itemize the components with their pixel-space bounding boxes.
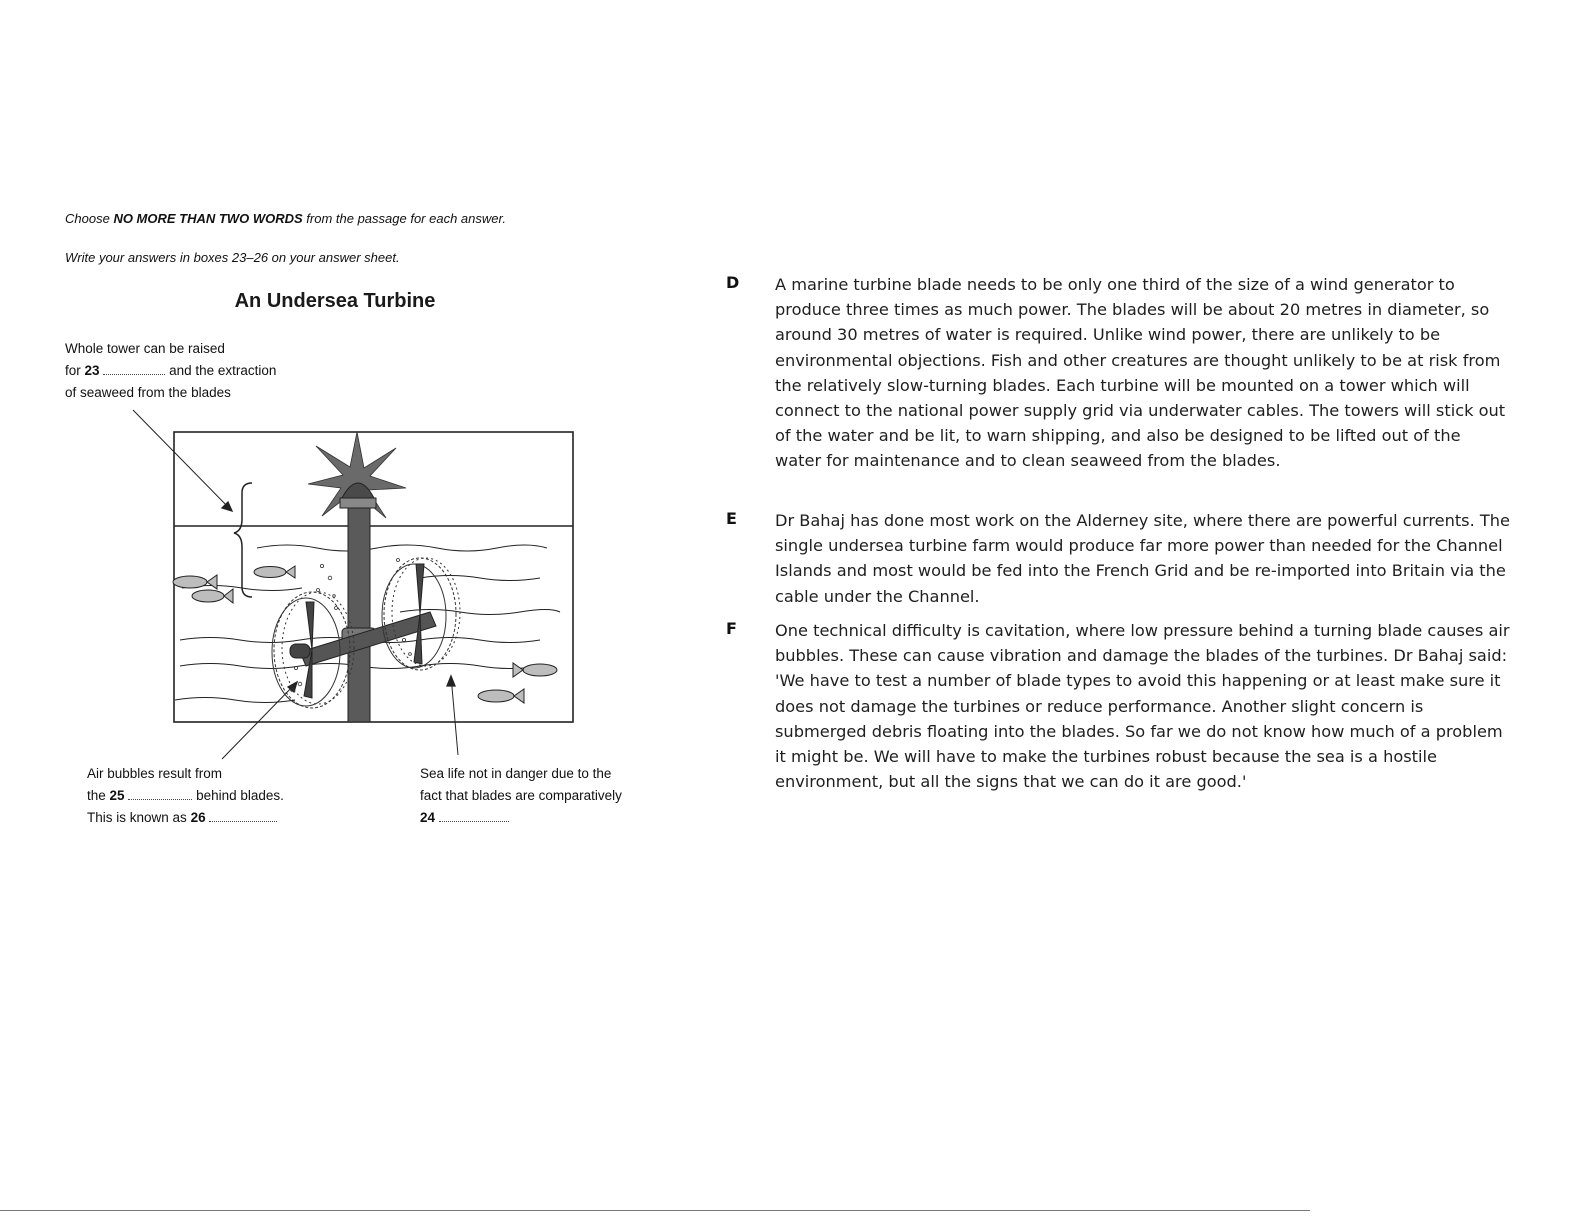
instruction-word-limit: NO MORE THAN TWO WORDS: [113, 211, 303, 226]
instruction-line-1-post: from the passage for each answer.: [306, 211, 506, 226]
diagram-title: An Undersea Turbine: [234, 290, 436, 312]
arrow-top: [133, 410, 232, 511]
page-bottom-rule: [0, 1210, 1310, 1211]
question-number-26: 26: [190, 810, 206, 825]
answer-gap-26[interactable]: [209, 810, 277, 822]
paragraph-letter-d: D: [726, 273, 740, 292]
paragraph-e: Dr Bahaj has done most work on the Alderney site, where there are powerful currents. The single undersea turbine farm would produce far more power than needed for the Channel Islands and most would be fed into the French Grid and be re-imported into Britain via the cable under the Channel.: [775, 511, 1511, 606]
label-bl-line-1: Air bubbles result from: [87, 766, 223, 781]
diagram-frame: [174, 432, 573, 722]
answer-gap-23[interactable]: [103, 363, 165, 375]
left-rotor: [272, 592, 354, 708]
paragraph-letter-f: F: [726, 619, 737, 638]
water-height-brace: [234, 483, 252, 597]
label-top-line-3: of seaweed from the blades: [65, 385, 231, 400]
question-number-24: 24: [420, 810, 436, 825]
label-air-bubbles: [87, 763, 284, 829]
label-tower-raised: [65, 338, 276, 404]
label-sea-life: [420, 763, 622, 829]
label-top-line-2: for 23 and the extraction: [65, 363, 277, 378]
fish-group: [173, 566, 557, 703]
label-br-line-1: Sea life not in danger due to the: [420, 766, 612, 781]
instruction-line-2: Write your answers in boxes 23–26 on your answer sheet.: [65, 250, 400, 265]
label-br-line-3: [420, 807, 622, 829]
tower-cap: [342, 483, 374, 498]
right-rotor: [382, 558, 460, 670]
instruction-line-1-pre: Choose: [65, 211, 110, 226]
label-bl-line-2: the 25 behind blades.: [87, 788, 284, 803]
arrow-bottom-right: [451, 676, 458, 755]
label-br-line-2: fact that blades are comparatively: [420, 788, 622, 803]
question-number-23: 23: [84, 363, 100, 378]
answer-gap-25[interactable]: [128, 788, 192, 800]
air-bubbles: [291, 559, 412, 692]
turbine-axle: [300, 612, 436, 666]
wave-lines: [175, 545, 560, 703]
right-blades: [414, 564, 424, 664]
answer-gap-24[interactable]: [439, 810, 509, 822]
paragraph-letter-e: E: [726, 509, 737, 528]
paragraph-d: A marine turbine blade needs to be only one third of the size of a wind generator to produce three times as much power. The blades will be about 20 metres in diameter, so around 30 metres of water is required. Unlike wind power, there are unlikely to be environmental objections. Fish and other creatures are thought unlikely to be at risk from the relatively slow-turning blades. Each turbine will be mounted on a tower which will connect to the national power supply grid via underwater cables. The towers will stick out of the water and be lit, to warn shipping, and also be designed to be lifted out of the water for maintenance and to clean seaweed from the blades.: [775, 275, 1506, 471]
label-top-line-1: Whole tower can be raised: [65, 341, 225, 356]
instruction-line-1: [65, 211, 506, 226]
warning-light-star: [308, 432, 406, 528]
turbine-tower: [348, 508, 370, 722]
arrow-bottom-left: [222, 682, 297, 759]
question-number-25: 25: [109, 788, 125, 803]
left-blades: [290, 602, 314, 698]
label-bl-line-3: This is known as 26: [87, 807, 284, 829]
paragraph-f: One technical difficulty is cavitation, where low pressure behind a turning blade causes air bubbles. These can cause vibration and damage the blades of the turbines. Dr Bahaj said: 'We have to test a number of blade types to avoid this happening or at least make sure it does not damage the turbines or reduce performance. Another slight concern is submerged debris floating into the blades. So far we do not know how much of a problem it might be. We will have to make the turbines robust because the sea is a hostile environment, but all the signs that we can do it are good.': [775, 621, 1510, 792]
